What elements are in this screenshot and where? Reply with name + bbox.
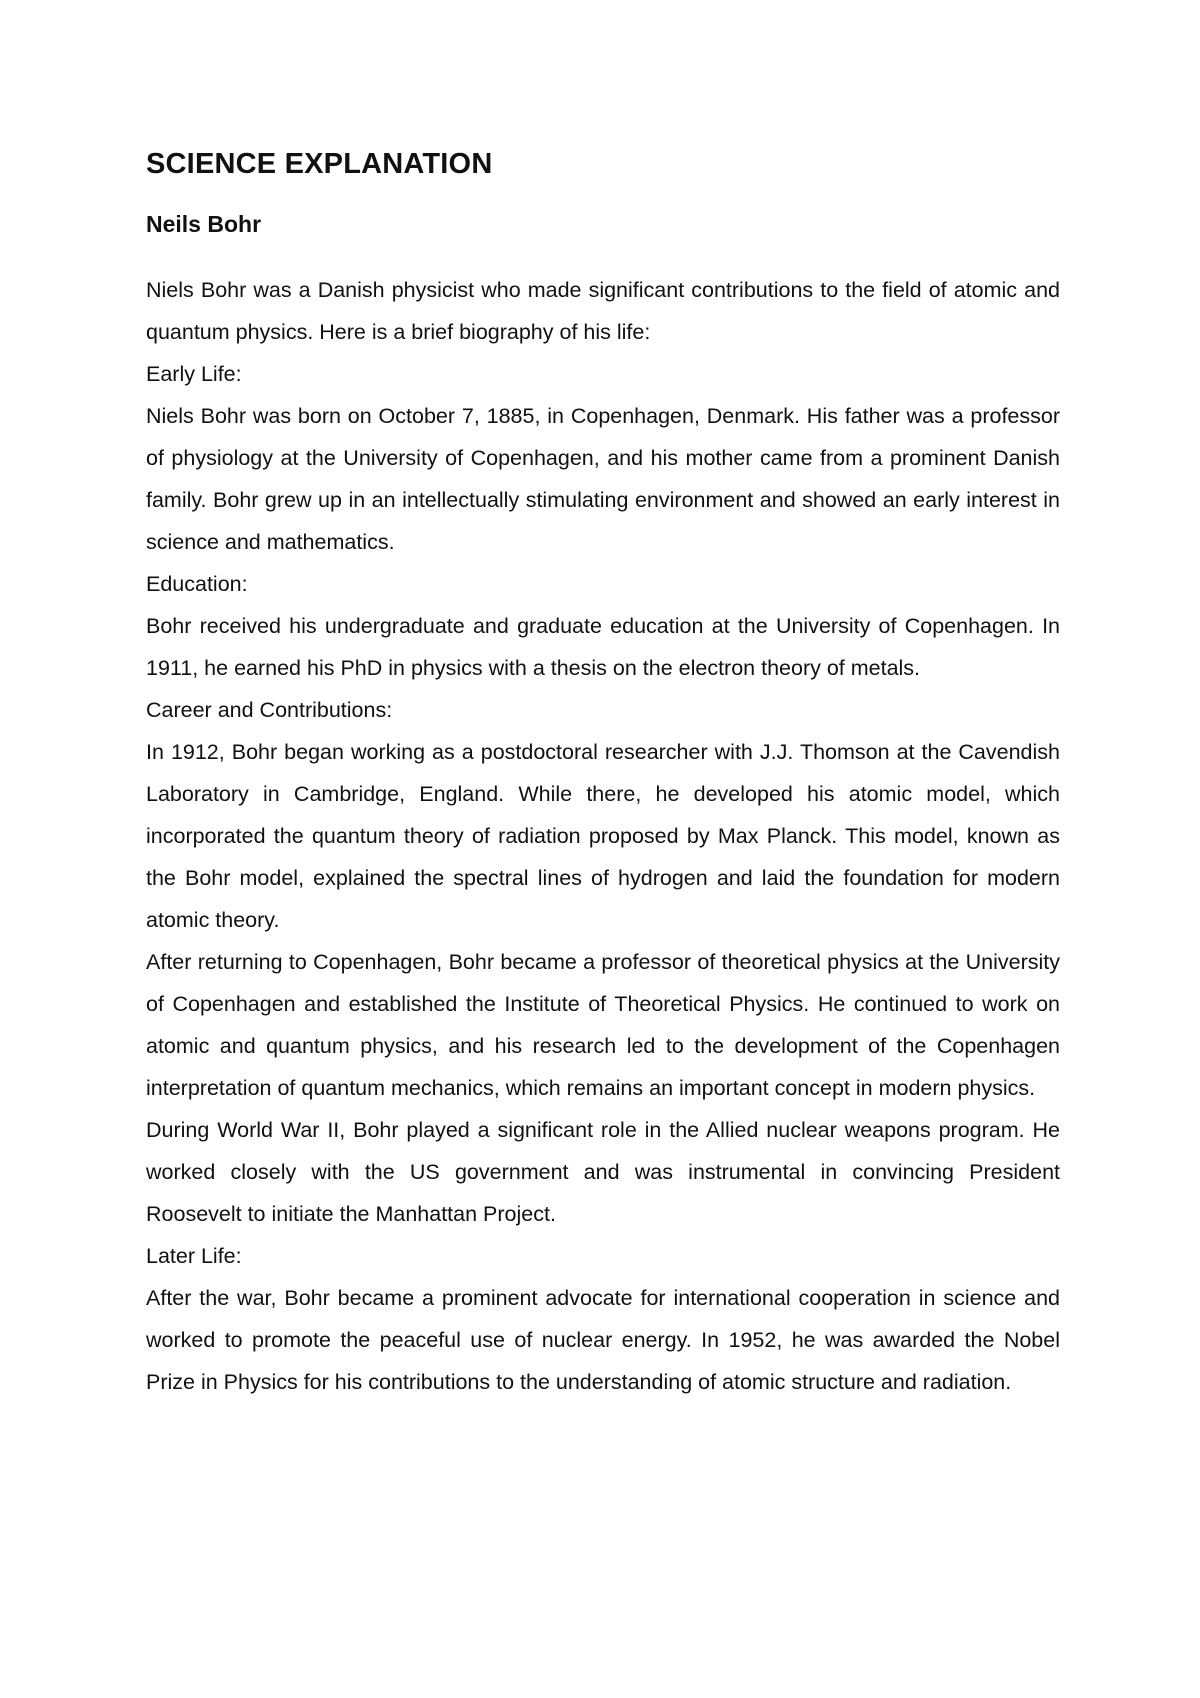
- education-paragraph: Bohr received his undergraduate and graduate education at the University of Copenhagen. In 1911, he earned his PhD in physics with a thesis on the electron theory of metals.: [146, 614, 1060, 680]
- document-subtitle: Neils Bohr: [146, 211, 262, 237]
- section-heading-education: Education:: [146, 572, 248, 596]
- section-heading-early-life: Early Life:: [146, 362, 242, 386]
- document-page: [146, 140, 1060, 1403]
- section-heading-later-life: Later Life:: [146, 1244, 242, 1268]
- document-title: SCIENCE EXPLANATION: [146, 148, 493, 180]
- career-paragraph-3: During World War II, Bohr played a significant role in the Allied nuclear weapons program. He worked closely with the US government and was instrumental in convincing President Roosevelt to initiate the Manhattan Project.: [146, 1118, 1060, 1226]
- career-paragraph-1: In 1912, Bohr began working as a postdoctoral researcher with J.J. Thomson at the Cavendish Laboratory in Cambridge, England. While there, he developed his atomic model, which incorporated the quantum theory of radiation proposed by Max Planck. This model, known as the Bohr model, explained the spectral lines of hydrogen and laid the foundation for modern atomic theory.: [146, 740, 1060, 932]
- intro-paragraph: Niels Bohr was a Danish physicist who made significant contributions to the field of atomic and quantum physics. Here is a brief biography of his life:: [146, 278, 1060, 344]
- section-heading-career: Career and Contributions:: [146, 698, 393, 722]
- early-life-paragraph: Niels Bohr was born on October 7, 1885, in Copenhagen, Denmark. His father was a professor of physiology at the University of Copenhagen, and his mother came from a prominent Danish family. Bohr grew up in an intellectually stimulating environment and showed an early interest in science and mathematics.: [146, 404, 1060, 554]
- later-life-paragraph: After the war, Bohr became a prominent advocate for international cooperation in science and worked to promote the peaceful use of nuclear energy. In 1952, he was awarded the Nobel Prize in Physics for his contributions to the understanding of atomic structure and radiation.: [146, 1286, 1060, 1394]
- document-body: [146, 269, 1060, 1403]
- career-paragraph-2: After returning to Copenhagen, Bohr became a professor of theoretical physics at the University of Copenhagen and established the Institute of Theoretical Physics. He continued to work on atomic and quantum physics, and his research led to the development of the Copenhagen interpretation of quantum mechanics, which remains an important concept in modern physics.: [146, 950, 1060, 1100]
